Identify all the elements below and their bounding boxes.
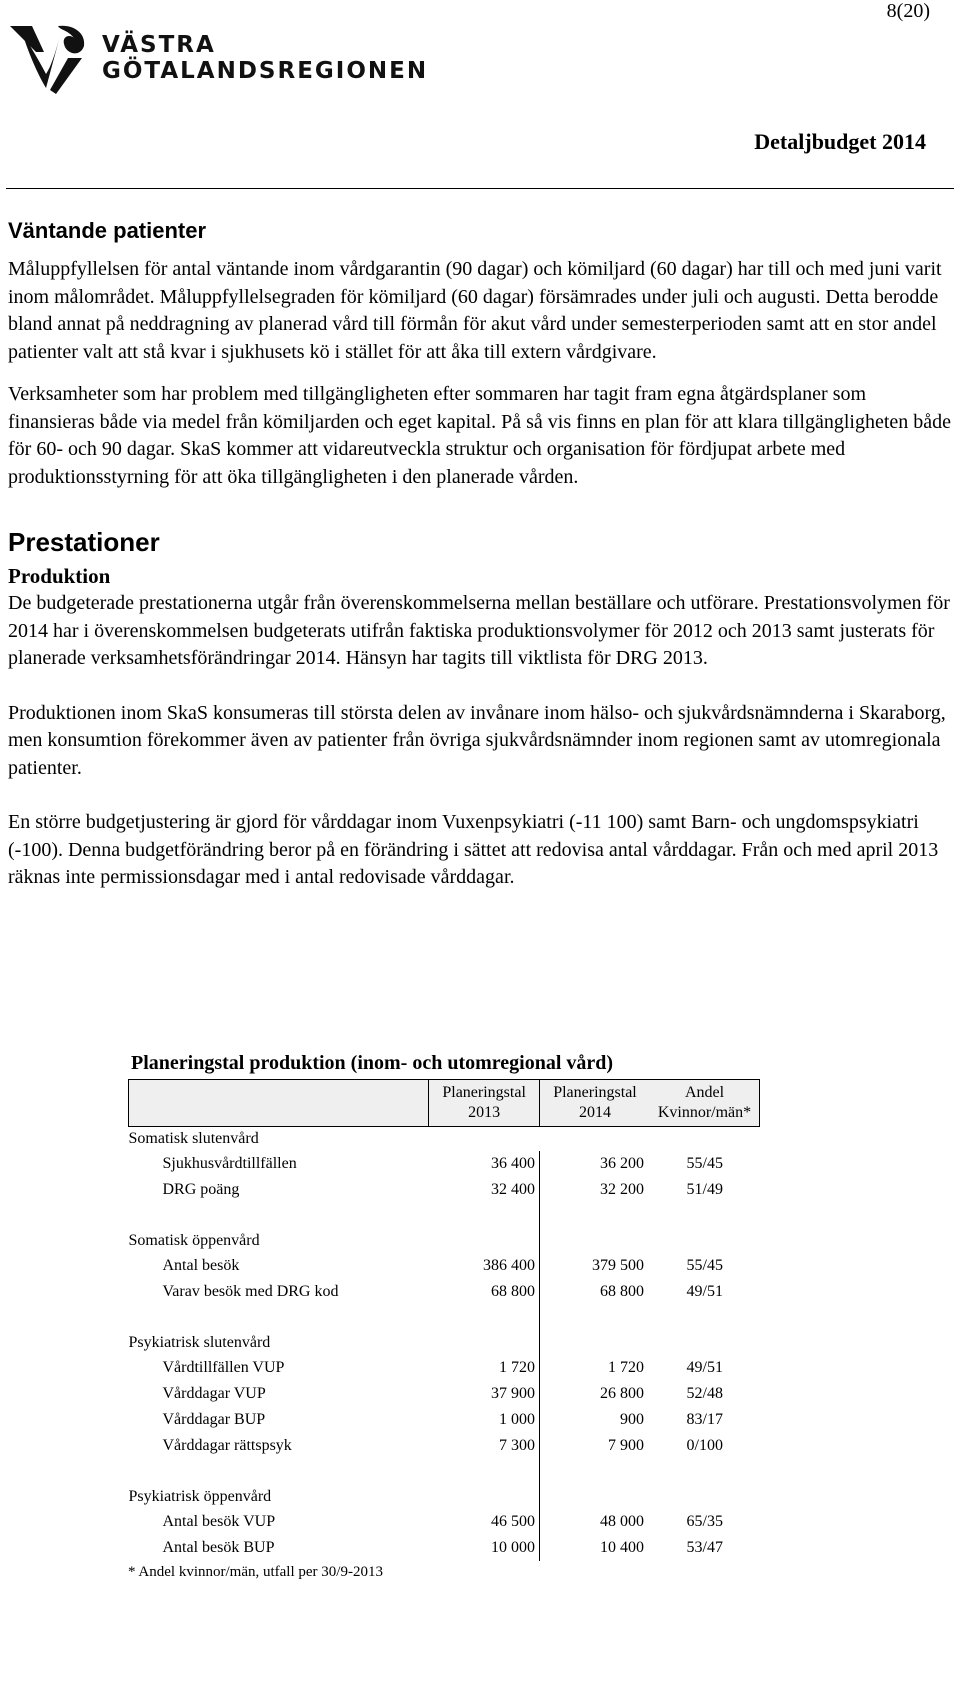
paragraph: Produktionen inom SkaS konsumeras till största delen av invånare inom hälso- och sjukvårdsnämnderna i Skaraborg, men konsumtion förekommer även av patienter från övriga sjukvårdsnämnder inom regionen samt av utomregionala patienter.	[8, 701, 946, 779]
table-row: Vårddagar VUP 37 900 26 800 52/48	[129, 1381, 760, 1407]
table-group-row: Psykiatrisk slutenvård	[129, 1331, 760, 1355]
logo-wordmark: VÄSTRA GÖTALANDSREGIONEN	[102, 32, 429, 84]
section-heading-prestationer: Prestationer	[8, 527, 160, 557]
header-cell-2014: Planeringstal 2014	[539, 1080, 650, 1127]
table-row: DRG poäng 32 400 32 200 51/49	[129, 1177, 760, 1203]
table-row: Vårdtillfällen VUP 1 720 1 720 49/51	[129, 1355, 760, 1381]
header-cell-blank	[129, 1080, 429, 1127]
table-title: Planeringstal produktion (inom- och utomregional vård)	[131, 1052, 614, 1074]
section-heading-waiting: Väntande patienter	[8, 218, 207, 243]
table-group-row: Somatisk öppenvård	[129, 1229, 760, 1253]
table-spacer-row	[129, 1459, 760, 1485]
logo	[10, 18, 429, 104]
paragraph: Måluppfyllelsen för antal väntande inom vårdgarantin (90 dagar) och kömiljard (60 dagar) har till och med juni varit inom målområdet. Måluppfyllelsegraden för kömiljard (60 dagar) försämrades under juli och augusti. Detta berodde bland annat på neddragning av planerad vård till förmån för akut vård under semesterperioden samt att en stor andel patienter valt att stå kvar i sjukhusets kö i stället för att åka till extern vårdgivare.	[8, 258, 942, 363]
document-body	[8, 218, 952, 892]
table-row: Varav besök med DRG kod 68 800 68 800 49/51	[129, 1279, 760, 1305]
document-title: Detaljbudget 2014	[754, 129, 926, 154]
production-table	[128, 1079, 760, 1561]
table-spacer-row	[129, 1305, 760, 1331]
header-cell-share: Andel Kvinnor/män*	[650, 1080, 760, 1127]
paragraph: De budgeterade prestationerna utgår från överenskommelserna mellan beställare och utförare. Prestationsvolymen för 2014 har i överenskommelsen budgeterats utifrån faktiska produktionsvolymer för 2012 och 2013 samt justerats för planerade verksamhetsförändringar 2014. Hänsyn har tagits till viktlista för DRG 2013.	[8, 592, 950, 669]
table-footnote: * Andel kvinnor/män, utfall per 30/9-2013	[128, 1564, 383, 1580]
paragraph: Verksamheter som har problem med tillgängligheten efter sommaren har tagit fram egna åtgärdsplaner som finansieras både via medel från kömiljarden och eget kapital. På så vis finns en plan för att klara tillgängligheten både för 60- och 90 dagar. SkaS kommer att vidareutveckla struktur och organisation för fördjupat arbete med produktionsstyrning för att öka tillgängligheten i den planerade vården.	[8, 383, 952, 488]
page-number: 8(20)	[886, 0, 930, 22]
table-group-row: Psykiatrisk öppenvård	[129, 1485, 760, 1509]
paragraph: En större budgetjustering är gjord för vårddagar inom Vuxenpsykiatri (-11 100) samt Barn- och ungdomspsykiatri (-100). Denna budgetförändring beror på en förändring i sättet att redovisa antal vårddagar. Från och med april 2013 räknas inte permissionsdagar med i antal redovisade vårddagar.	[8, 811, 939, 888]
production-table-section	[128, 1051, 768, 1581]
table-row: Vårddagar rättspsyk 7 300 7 900 0/100	[129, 1433, 760, 1459]
table-row: Sjukhusvårdtillfällen 36 400 36 200 55/45	[129, 1151, 760, 1177]
region-logo-icon	[10, 18, 100, 98]
subheading-produktion: Produktion	[8, 564, 111, 588]
table-group-row: Somatisk slutenvård	[128, 1130, 259, 1147]
table-row: Antal besök BUP 10 000 10 400 53/47	[129, 1535, 760, 1561]
header-cell-2013: Planeringstal 2013	[429, 1080, 540, 1127]
table-spacer-row	[129, 1203, 760, 1229]
table-row: Antal besök 386 400 379 500 55/45	[129, 1253, 760, 1279]
table-row: Vårddagar BUP 1 000 900 83/17	[129, 1407, 760, 1433]
header-divider	[6, 188, 954, 189]
table-header-row	[129, 1080, 760, 1127]
table-row: Antal besök VUP 46 500 48 000 65/35	[129, 1509, 760, 1535]
